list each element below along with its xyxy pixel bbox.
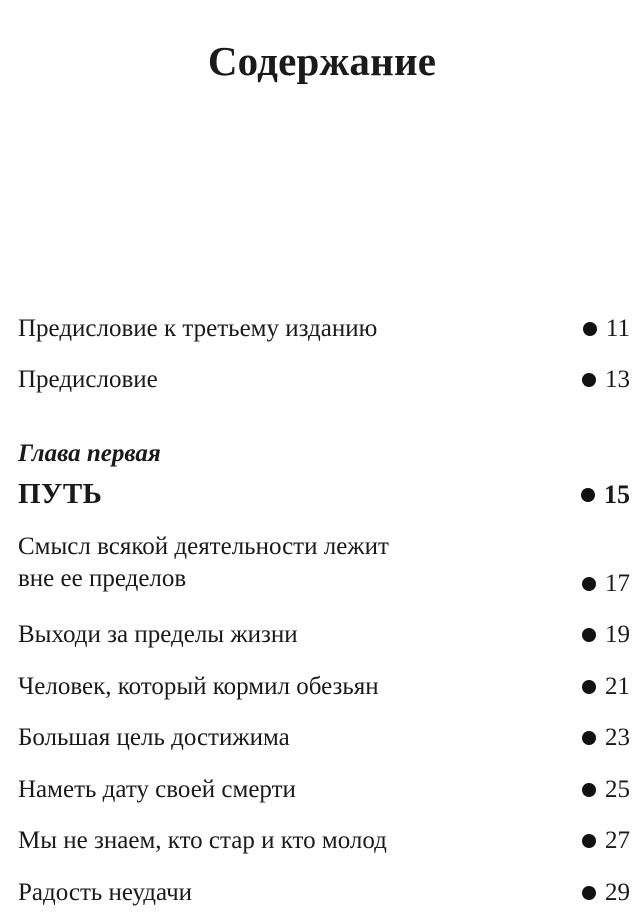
chapter-kicker: Глава первая [18,440,161,467]
bullet-icon [582,731,596,745]
bullet-icon [582,628,596,642]
page-title: Содержание [207,38,437,85]
toc-entry-title: Наметь дату своей смерти [18,776,296,803]
toc-entry-title: Человек, который кормил обезьян [18,673,379,700]
toc-entry-old-young[interactable] [0,825,644,869]
bullet-icon [582,834,596,848]
toc-page-reference [582,568,630,600]
toc-page-reference [582,877,630,909]
chapter-title: ПУТЬ [18,478,103,510]
bullet-icon [582,680,596,694]
toc-entry-beyond-life[interactable] [0,619,644,663]
chapter-page-reference [581,478,630,512]
toc-entry-title: Большая цель достижима [18,724,290,751]
toc-entry-title [18,531,389,595]
toc-page-number: 21 [605,673,630,700]
toc-page-reference [582,774,630,806]
toc-page-number: 25 [605,776,630,803]
toc-page-number: 17 [605,570,630,597]
bullet-icon [581,488,595,502]
toc-entry-title-line: Смысл всякой деятельности лежит [18,533,389,560]
bullet-icon [582,886,596,900]
toc-page-number: 29 [605,879,630,906]
toc-page-number: 13 [605,366,630,393]
toc-entry-monkeys[interactable] [0,671,644,715]
toc-page-number: 11 [605,315,630,342]
toc-page-number: 19 [605,621,630,648]
toc-entry-failure-joy[interactable] [0,877,644,921]
toc-entry-title-line: вне ее пределов [18,565,187,592]
toc-entry-title: Предисловие к третьему изданию [18,315,378,342]
toc-page-number: 27 [605,827,630,854]
bullet-icon [583,322,597,336]
toc-entry-title: Мы не знаем, кто стар и кто молод [18,827,387,854]
chapter-page-number: 15 [604,480,630,509]
toc-entry-title: Выходи за пределы жизни [18,621,298,648]
toc-page-reference [583,313,630,345]
bullet-icon [582,783,596,797]
toc-entry-preface-third-edition[interactable] [0,313,644,357]
toc-page-reference [582,671,630,703]
toc-page-reference [582,364,630,396]
toc-page-reference [582,619,630,651]
toc-entry-title: Радость неудачи [18,879,193,906]
toc-entry-big-goal[interactable] [0,722,644,766]
toc-page-reference [582,825,630,857]
toc-entry-death-date[interactable] [0,774,644,818]
toc-entry-preface[interactable] [0,364,644,408]
bullet-icon [582,373,596,387]
toc-entry-title: Предисловие [18,366,158,393]
toc-entry-activity-meaning[interactable] [0,531,644,607]
toc-page-reference [582,722,630,754]
bullet-icon [582,577,596,591]
toc-page-number: 23 [605,724,630,751]
